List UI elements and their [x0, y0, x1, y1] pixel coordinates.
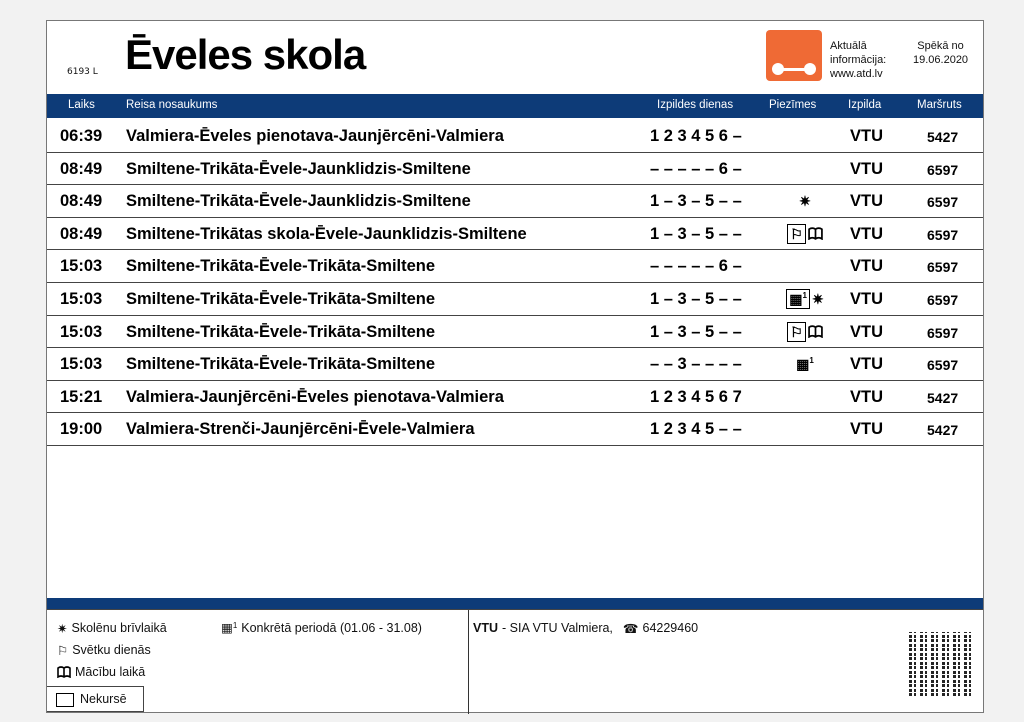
table-row — [47, 413, 983, 446]
row-days: 1 2 3 4 5 – – — [650, 420, 742, 439]
info-url[interactable]: www.atd.lv — [830, 68, 883, 80]
row-notes — [765, 418, 845, 440]
calendar-icon: ▦$^1$ — [796, 356, 814, 373]
table-row — [47, 381, 983, 414]
row-operator: VTU — [850, 355, 883, 374]
asterisk-icon: ✷ — [811, 290, 824, 307]
operator-info — [473, 620, 698, 636]
operator-desc: - SIA VTU Valmiera, — [502, 621, 613, 635]
operator-code: VTU — [473, 621, 498, 635]
row-notes — [765, 125, 845, 147]
row-name: Valmiera-Jaunjērcēni-Ēveles pienotava-Valmiera — [126, 387, 504, 406]
legend-not-running — [47, 686, 144, 712]
row-name: Smiltene-Trikāta-Ēvele-Trikāta-Smiltene — [126, 355, 436, 374]
col-name: Reisa nosaukums — [126, 99, 218, 111]
row-time: 08:49 — [60, 159, 103, 178]
info-line: Aktuālā — [830, 40, 867, 52]
row-name: Smiltene-Trikāta-Ēvele-Trikāta-Smiltene — [126, 289, 436, 308]
row-route: 5427 — [927, 422, 959, 439]
table-row — [47, 120, 983, 153]
box-icon — [56, 693, 74, 707]
row-name: Smiltene-Trikāta-Ēvele-Trikāta-Smiltene — [126, 257, 436, 276]
book-icon — [808, 227, 823, 240]
table-row — [47, 250, 983, 283]
row-route: 6597 — [927, 226, 959, 243]
row-days: – – – – – 6 – — [650, 257, 742, 276]
row-notes — [765, 158, 845, 180]
row-route: 6597 — [927, 259, 959, 276]
stop-code: 6193 L — [67, 67, 98, 77]
not-running-box — [786, 289, 810, 309]
legend-label: Konkrētā periodā (01.06 - 31.08) — [241, 621, 422, 635]
footer-bar — [47, 598, 983, 609]
row-name: Smiltene-Trikāta-Ēvele-Jaunklidzis-Smiltene — [126, 159, 471, 178]
row-time: 15:03 — [60, 257, 103, 276]
book-icon — [57, 666, 71, 678]
info-block — [830, 39, 886, 81]
atd-logo — [766, 30, 822, 81]
calendar-icon: ▦$^1$ — [789, 290, 807, 307]
table-row — [47, 283, 983, 316]
row-name: Valmiera-Ēveles pienotava-Jaunjērcēni-Valmiera — [126, 127, 504, 145]
asterisk-icon: ✷ — [57, 621, 68, 636]
info-line: informācija: — [830, 54, 887, 66]
table-row — [47, 218, 983, 251]
footer-divider — [468, 610, 469, 714]
col-route: Maršruts — [917, 99, 962, 111]
row-name: Valmiera-Strenči-Jaunjērcēni-Ēvele-Valmiera — [126, 420, 475, 439]
legend-label: Nekursē — [80, 692, 127, 706]
row-days: 1 2 3 4 5 6 7 — [650, 387, 742, 406]
table-row — [47, 316, 983, 349]
col-time: Laiks — [68, 99, 95, 111]
row-name: Smiltene-Trikātas skola-Ēvele-Jaunklidzis-Smiltene — [126, 224, 527, 243]
row-route: 6597 — [927, 291, 959, 308]
row-notes — [765, 255, 845, 277]
row-operator: VTU — [850, 192, 883, 211]
row-name: Smiltene-Trikāta-Ēvele-Jaunklidzis-Smiltene — [126, 192, 471, 211]
row-operator: VTU — [850, 387, 883, 406]
row-days: 1 – 3 – 5 – – — [650, 192, 742, 211]
period-mark: 1 — [232, 620, 238, 630]
row-route: 5427 — [927, 129, 959, 145]
col-days: Izpildes dienas — [657, 99, 734, 111]
timetable-sheet — [46, 20, 984, 713]
row-days: 1 – 3 – 5 – – — [650, 289, 742, 308]
not-running-box — [787, 224, 806, 244]
col-notes: Piezīmes — [769, 99, 817, 111]
row-route: 6597 — [927, 194, 959, 211]
valid-date: 19.06.2020 — [913, 54, 969, 66]
row-operator: VTU — [850, 420, 883, 439]
row-notes — [765, 386, 845, 408]
table-row — [47, 153, 983, 186]
table-row — [47, 348, 983, 381]
flag-icon: ⚐ — [57, 643, 69, 658]
legend-period — [221, 620, 422, 636]
table-row — [47, 185, 983, 218]
legend-school-time — [57, 664, 145, 680]
valid-from — [913, 39, 968, 67]
row-time: 15:21 — [60, 387, 103, 406]
row-operator: VTU — [850, 127, 883, 145]
not-running-box — [787, 322, 806, 342]
row-time: 08:49 — [60, 192, 103, 211]
row-operator: VTU — [850, 257, 883, 276]
footer — [47, 609, 983, 713]
book-icon — [808, 325, 823, 338]
row-time: 19:00 — [60, 420, 103, 439]
calendar-icon: ▦$^1$ — [221, 620, 238, 635]
col-operator: Izpilda — [848, 99, 882, 111]
row-route: 6597 — [927, 324, 959, 341]
row-name: Smiltene-Trikāta-Ēvele-Trikāta-Smiltene — [126, 322, 436, 341]
row-notes — [765, 223, 845, 245]
row-notes — [765, 353, 845, 375]
legend-label: Svētku dienās — [72, 643, 151, 657]
row-days: 1 – 3 – 5 – – — [650, 224, 742, 243]
qr-code[interactable] — [909, 632, 975, 698]
legend-holidays — [57, 620, 167, 636]
valid-label: Spēkā no — [917, 40, 964, 52]
row-operator: VTU — [850, 322, 883, 341]
row-days: 1 – 3 – 5 – – — [650, 322, 742, 341]
timetable-rows — [47, 120, 983, 446]
legend-label: Skolēnu brīvlaikā — [71, 621, 167, 635]
page-title: Ēveles skola — [125, 31, 366, 78]
flag-icon: ⚐ — [790, 225, 803, 242]
table-header — [47, 94, 983, 118]
phone-icon: ☎ — [622, 621, 639, 636]
row-time: 06:39 — [60, 127, 103, 145]
legend-label: Mācību laikā — [75, 665, 146, 679]
row-route: 6597 — [927, 161, 959, 178]
row-notes — [765, 321, 845, 343]
row-days: 1 2 3 4 5 6 – — [650, 127, 742, 145]
row-notes — [765, 288, 845, 310]
row-operator: VTU — [850, 289, 883, 308]
row-time: 08:49 — [60, 224, 103, 243]
row-operator: VTU — [850, 159, 883, 178]
row-days: – – – – – 6 – — [650, 159, 742, 178]
row-time: 15:03 — [60, 355, 103, 374]
flag-icon: ⚐ — [790, 323, 803, 340]
row-time: 15:03 — [60, 322, 103, 341]
operator-phone: 64229460 — [642, 621, 699, 635]
row-operator: VTU — [850, 224, 883, 243]
row-days: – – 3 – – – – — [650, 355, 742, 374]
row-notes — [765, 190, 845, 212]
row-route: 6597 — [927, 357, 959, 374]
asterisk-icon: ✷ — [799, 193, 811, 210]
legend-public-holidays — [57, 642, 151, 658]
row-route: 5427 — [927, 389, 959, 406]
row-time: 15:03 — [60, 289, 103, 308]
